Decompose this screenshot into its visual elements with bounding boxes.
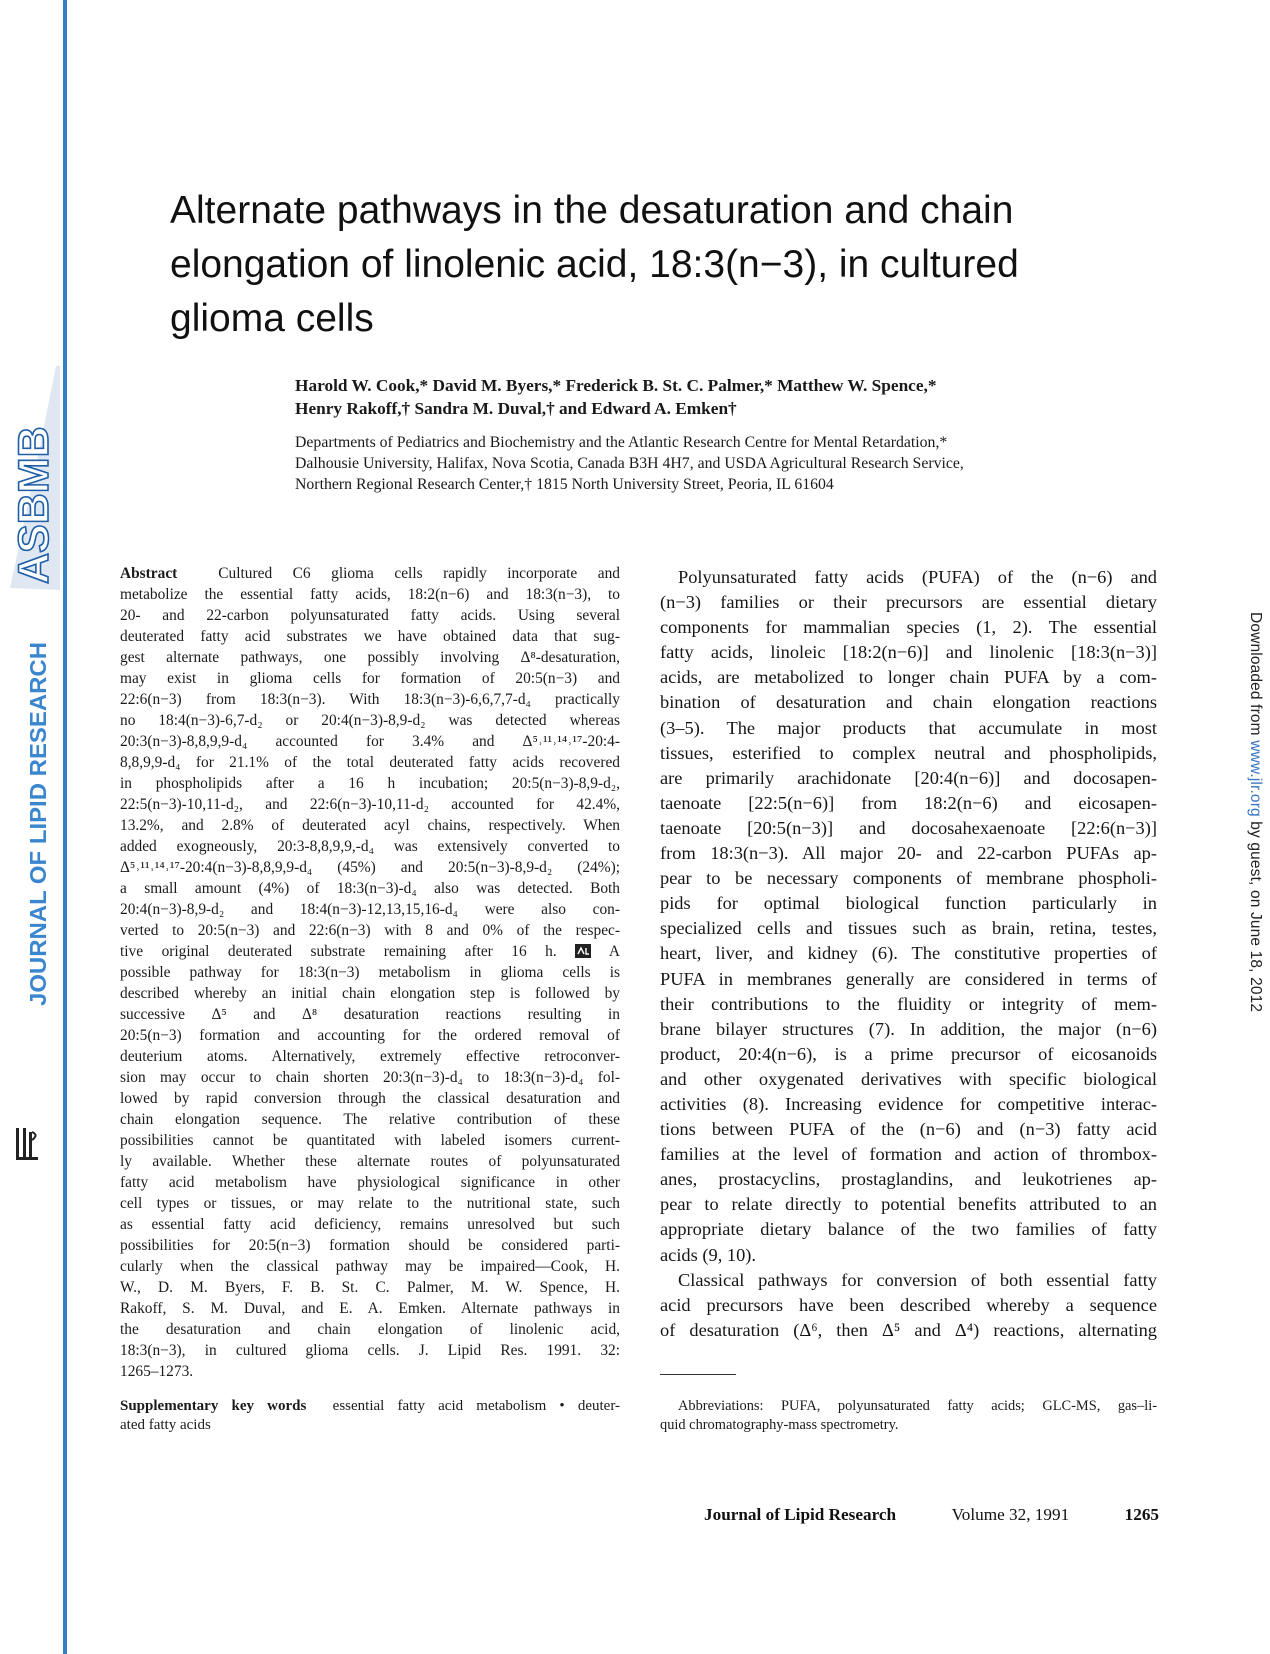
abstract-line: gest alternate pathways, one possibly involving Δ⁸-desaturation,: [120, 649, 620, 666]
abstract-line: metabolize the essential fatty acids, 18:2(n−6) and 18:3(n−3), to: [120, 586, 620, 603]
body-line: fatty acids, linoleic [18:2(n−6)] and linolenic [18:3(n−3)]: [660, 642, 1157, 663]
body-line: pear to relate directly to potential benefits attributed to an: [660, 1194, 1157, 1215]
abstract-line: fatty acid metabolism have physiological significance in other: [120, 1174, 620, 1191]
body-line: taenoate [20:5(n−3)] and docosahexaenoate [22:6(n−3)]: [660, 817, 1157, 838]
abstract-line: ly available. Whether these alternate routes of polyunsaturated: [120, 1153, 620, 1170]
keywords-heading: Supplementary key words: [120, 1398, 307, 1414]
body-line: anes, prostacyclins, prostaglandins, and leukotrienes ap-: [660, 1169, 1157, 1190]
end-of-abstract-icon: [575, 944, 591, 958]
abstract-line: as essential fatty acid deficiency, remains unresolved but such: [120, 1216, 620, 1233]
article-title: [170, 184, 1180, 346]
download-prefix: Downloaded from: [1247, 612, 1264, 741]
abstract-line: lowed by rapid conversion through the classical desaturation and: [120, 1090, 620, 1107]
body-line: components for mammalian species (1, 2). The essential: [660, 617, 1157, 638]
abstract-line: chain elongation sequence. The relative contribution of these: [120, 1111, 620, 1128]
affiliation-line: Departments of Pediatrics and Biochemistry and the Atlantic Research Centre for Mental Retardation,*: [295, 434, 948, 451]
body-line: their contributions to the fluidity or integrity of mem-: [660, 993, 1157, 1014]
abstract-line: cell types or tissues, or may relate to the nutritional state, such: [120, 1195, 620, 1212]
abstract-line: Rakoff, S. M. Duval, and E. A. Emken. Alternate pathways in: [120, 1300, 620, 1317]
download-notice: [1236, 612, 1264, 1042]
abstract-line: possible pathway for 18:3(n−3) metabolism in glioma cells is: [120, 964, 620, 981]
keywords-line: ated fatty acids: [120, 1417, 211, 1433]
abstract-heading: Abstract: [120, 565, 178, 582]
body-line: specialized cells and tissues such as brain, retina, testes,: [660, 918, 1157, 939]
asbmb-logo-text: ASBMB: [10, 426, 58, 584]
body-line: product, 20:4(n−6), is a prime precursor of eicosanoids: [660, 1043, 1157, 1064]
footnote-line: Abbreviations: PUFA, polyunsaturated fatty acids; GLC-MS, gas–li-: [678, 1398, 1157, 1414]
affiliation-line: Dalhousie University, Halifax, Nova Scotia, Canada B3H 4H7, and USDA Agricultural Research Service,: [295, 455, 964, 472]
body-line: tions between PUFA of the (n−6) and (n−3) fatty acid: [660, 1119, 1157, 1140]
body-line: and other oxygenated derivatives with specific biological: [660, 1068, 1157, 1089]
body-line: Classical pathways for conversion of both essential fatty: [678, 1269, 1157, 1290]
left-accent-rule: [63, 0, 67, 1654]
title-line: glioma cells: [170, 297, 374, 340]
body-line: acids, are metabolized to longer chain PUFA by a com-: [660, 667, 1157, 688]
body-line: pear to be necessary components of membrane phospholi-: [660, 868, 1157, 889]
abstract-line: 1265–1273.: [120, 1363, 194, 1380]
abstract-line: W., D. M. Byers, F. B. St. C. Palmer, M. W. Spence, H.: [120, 1279, 620, 1296]
body-line: brane bilayer structures (7). In addition, the major (n−6): [660, 1018, 1157, 1039]
download-suffix: by guest, on June 18, 2012: [1247, 816, 1264, 1013]
keywords-line: [120, 1397, 620, 1416]
body-line: Polyunsaturated fatty acids (PUFA) of the (n−6) and: [678, 567, 1157, 587]
footer-volume: Volume 32, 1991: [951, 1505, 1070, 1524]
body-line: bination of desaturation and chain elongation reactions: [660, 692, 1157, 713]
abstract-line: Δ⁵˒¹¹˒¹⁴˒¹⁷-20:4(n−3)-8,8,9,9-d₄ (45%) and 20:5(n−3)-8,9-d₂ (24%);: [120, 859, 620, 876]
footnote-divider: [660, 1374, 736, 1375]
body-line: from 18:3(n−3). All major 20- and 22-carbon PUFAs ap-: [660, 843, 1157, 864]
journal-vertical-text: JOURNAL OF LIPID RESEARCH: [25, 648, 51, 1006]
footer-journal-name: Journal of Lipid Research: [704, 1505, 897, 1524]
asbmb-logo: [4, 358, 62, 598]
body-line: pids for optimal biological function particularly in: [660, 893, 1157, 914]
author-list: [295, 374, 1175, 420]
abstract-line: possibilities cannot be quantitated with labeled isomers current-: [120, 1132, 620, 1149]
abstract-line: successive Δ⁵ and Δ⁸ desaturation reactions resulting in: [120, 1006, 620, 1023]
abstract-line: 18:3(n−3), in cultured glioma cells. J. Lipid Res. 1991. 32:: [120, 1342, 620, 1359]
abstract-line: 13.2%, and 2.8% of deuterated acyl chains, respectively. When: [120, 817, 620, 834]
abstract-line: possibilities for 20:5(n−3) formation should be considered parti-: [120, 1237, 620, 1254]
jlr-logo-icon: [14, 1126, 40, 1162]
body-line: activities (8). Increasing evidence for competitive interac-: [660, 1093, 1157, 1114]
body-line: taenoate [22:5(n−6)] from 18:2(n−6) and eicosapen-: [660, 792, 1157, 813]
abstract-line: verted to 20:5(n−3) and 22:6(n−3) with 8 and 0% of the respec-: [120, 922, 620, 939]
abstract-line: in phospholipids after a 16 h incubation; 20:5(n−3)-8,9-d₂,: [120, 775, 620, 792]
author-line: Harold W. Cook,* David M. Byers,* Frederick B. St. C. Palmer,* Matthew W. Spence,*: [295, 376, 937, 395]
keywords-text: essential fatty acid metabolism • deuter-: [332, 1398, 621, 1414]
abbreviations-footnote: [660, 1397, 1157, 1435]
abstract-line: no 18:4(n−3)-6,7-d₂ or 20:4(n−3)-8,9-d₂ was detected whereas: [120, 712, 620, 729]
body-line: PUFA in membranes generally are considered in terms of: [660, 968, 1157, 989]
affiliations: [295, 432, 1175, 495]
body-line: (3–5). The major products that accumulate in most: [660, 717, 1157, 738]
body-line: acids (9, 10).: [660, 1244, 757, 1265]
page-number: 1265: [1124, 1505, 1159, 1524]
abstract-column: [120, 563, 620, 1382]
abstract-line: 20:4(n−3)-8,9-d₂ and 18:4(n−3)-12,13,15,16-d₄ were also con-: [120, 901, 620, 918]
abstract-line: deuterated fatty acid substrates we have obtained data that sug-: [120, 628, 620, 645]
author-line: Henry Rakoff,† Sandra M. Duval,† and Edward A. Emken†: [295, 399, 737, 418]
body-line: appropriate dietary balance of the two families of fatty: [660, 1219, 1157, 1240]
abstract-line: described whereby an initial chain elongation step is followed by: [120, 985, 620, 1002]
body-line: (n−3) families or their precursors are essential dietary: [660, 592, 1157, 613]
abstract-line: [120, 563, 620, 584]
abstract-line-tail: A: [608, 943, 620, 960]
body-line: acid precursors have been described whereby a sequence: [660, 1294, 1157, 1315]
body-column: [660, 565, 1157, 1343]
body-line: heart, liver, and kidney (6). The constitutive properties of: [660, 943, 1157, 964]
body-line: of desaturation (Δ⁶, then Δ⁵ and Δ⁴) reactions, alternating: [660, 1319, 1157, 1340]
abstract-line: sion may occur to chain shorten 20:3(n−3)-d₄ to 18:3(n−3)-d₄ fol-: [120, 1069, 620, 1086]
affiliation-line: Northern Regional Research Center,† 1815 North University Street, Peoria, IL 61604: [295, 476, 834, 493]
abstract-line: 8,8,9,9-d₄ for 21.1% of the total deuterated fatty acids recovered: [120, 754, 620, 771]
abstract-line: cularly when the classical pathway may be impaired—Cook, H.: [120, 1258, 620, 1275]
abstract-line: added exogneously, 20:3-8,8,9,9,-d₄ was extensively converted to: [120, 838, 620, 855]
abstract-line: may exist in glioma cells for formation of 20:5(n−3) and: [120, 670, 620, 687]
footnote-line: quid chromatography-mass spectrometry.: [660, 1417, 899, 1433]
abstract-line: 22:5(n−3)-10,11-d₂, and 22:6(n−3)-10,11-d₂ accounted for 42.4%,: [120, 796, 620, 813]
abstract-line-text: tive original deuterated substrate remaining after 16 h.: [120, 943, 557, 960]
body-line: are primarily arachidonate [20:4(n−6)] and docosapen-: [660, 767, 1157, 788]
title-line: Alternate pathways in the desaturation and chain: [170, 189, 1014, 232]
journal-vertical-title: [22, 640, 52, 1010]
body-line: tissues, esterified to complex neutral and phospholipids,: [660, 742, 1157, 763]
abstract-line: deuterium atoms. Alternatively, extremely effective retroconver-: [120, 1048, 620, 1065]
body-line: families at the level of formation and action of thrombox-: [660, 1144, 1157, 1165]
page-footer: [704, 1505, 1159, 1525]
abstract-first-line: Cultured C6 glioma cells rapidly incorporate and: [218, 565, 620, 582]
abstract-line: 20:3(n−3)-8,8,9,9-d₄ accounted for 3.4% and Δ⁵˒¹¹˒¹⁴˒¹⁷-20:4-: [120, 733, 620, 750]
title-line: elongation of linolenic acid, 18:3(n−3), in cultured: [170, 243, 1019, 286]
abstract-line: a small amount (4%) of 18:3(n−3)-d₄ also was detected. Both: [120, 880, 620, 897]
abstract-line: 20- and 22-carbon polyunsaturated fatty acids. Using several: [120, 607, 620, 624]
supplementary-keywords: [120, 1397, 620, 1435]
abstract-line: 22:6(n−3) from 18:3(n−3). With 18:3(n−3)-6,6,7,7-d₄ practically: [120, 691, 620, 708]
download-url-link[interactable]: www.jlr.org: [1247, 740, 1264, 817]
abstract-line: 20:5(n−3) formation and accounting for the ordered removal of: [120, 1027, 620, 1044]
abstract-line: the desaturation and chain elongation of linolenic acid,: [120, 1321, 620, 1338]
abstract-line: [120, 941, 620, 962]
